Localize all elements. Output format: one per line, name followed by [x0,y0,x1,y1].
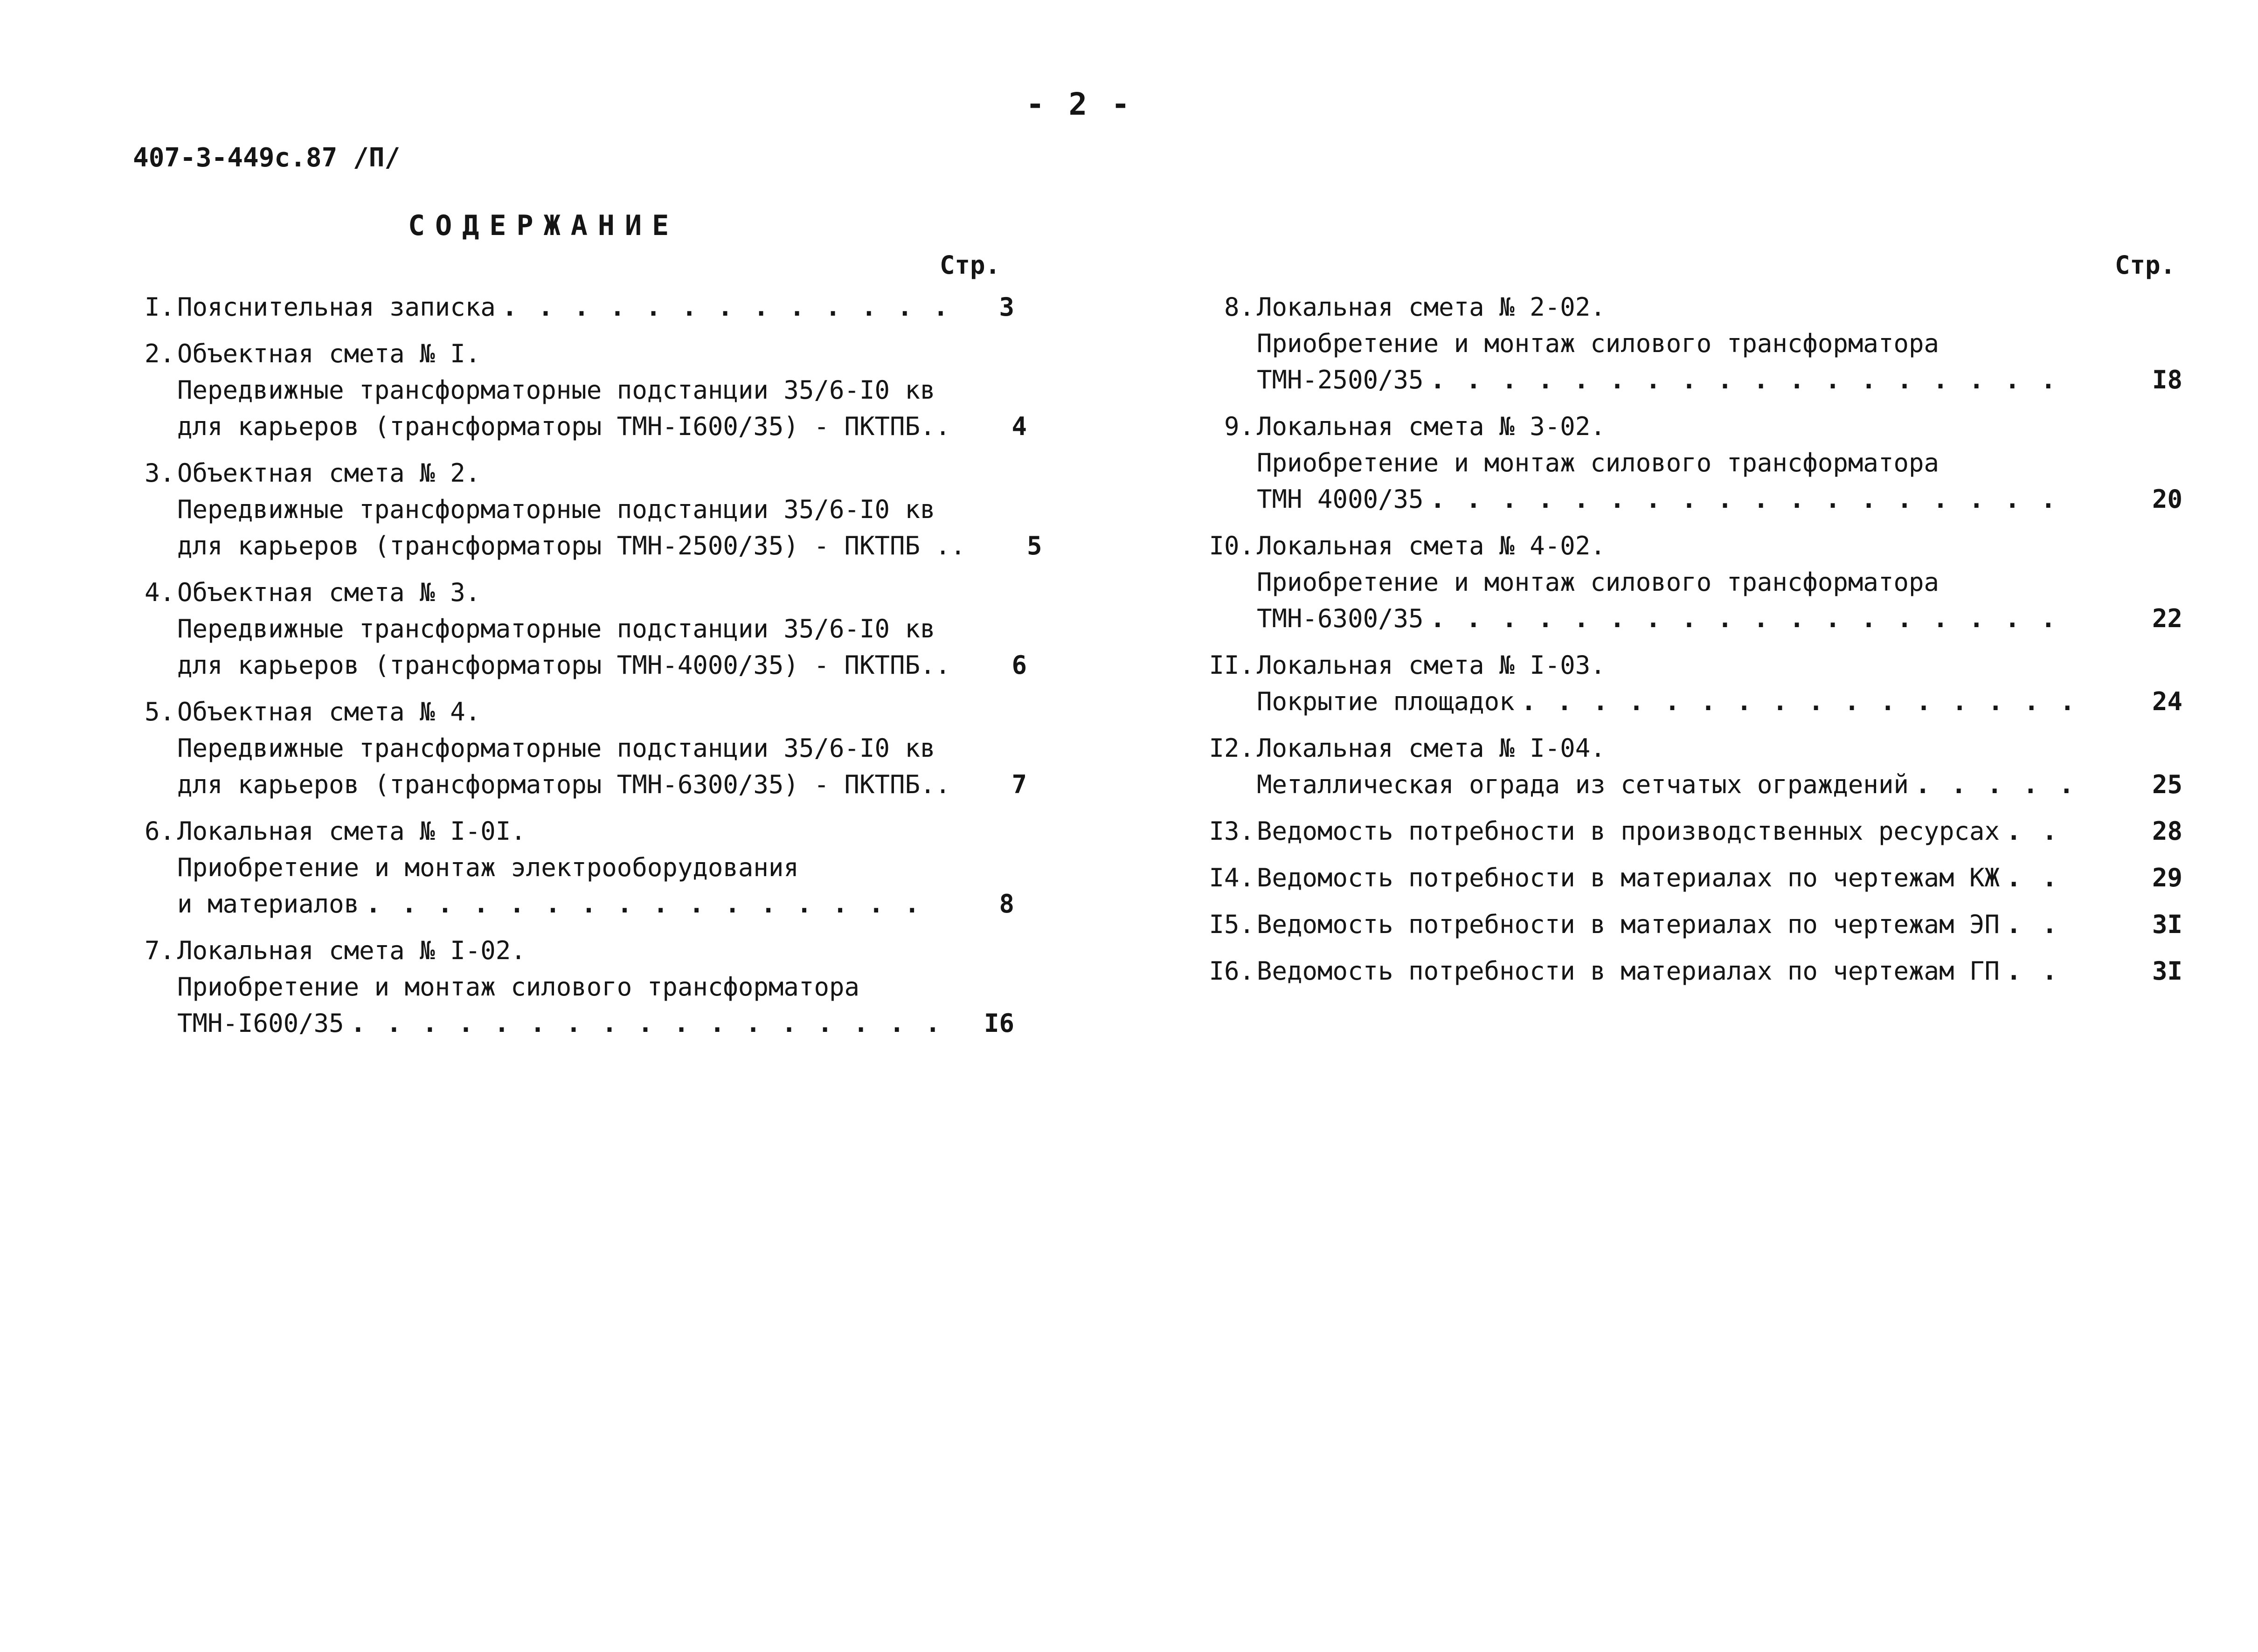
toc-entry-text: Ведомость потребности в материалах по чертежам ЭП [1257,910,2000,939]
toc-entry-body [177,336,1027,445]
toc-entry [119,289,1014,325]
dot-leader [1424,362,2075,398]
toc-entry-text: для карьеров (трансформаторы ТМН-4000/35) - ПКТПБ.. [177,650,951,680]
dot-leader [2000,813,2075,850]
document-code: 407-3-449с.87 /П/ [133,143,401,173]
toc-entry-body [1257,860,2182,896]
toc-entry-text: для карьеров (трансформаторы ТМН-I600/35) - ПКТПБ.. [177,412,951,441]
toc-entry-line: Приобретение и монтаж силового трансформатора [1257,567,1939,597]
toc-entry-final-line [177,528,1042,564]
toc-entry [1194,906,2182,943]
dot-leader [1424,481,2075,518]
toc-entry-line: Локальная смета № I-04. [1257,733,1606,763]
toc-entry-line: Объектная смета № 3. [177,578,481,607]
toc-entry [1194,408,2182,518]
toc-entry-line: Объектная смета № I. [177,339,481,368]
toc-entry-text: Ведомость потребности в материалах по чертежам КЖ [1257,863,2000,892]
toc-entry-body [1257,289,2182,398]
toc-entry-number: I5. [1209,910,1254,939]
toc-page-reference: 8 [999,889,1014,919]
toc-entry-number: 4. [144,578,175,607]
dot-leader [2000,906,2075,943]
toc-entry-line: Локальная смета № 2-02. [1257,292,1606,322]
toc-entry-body [1257,528,2182,637]
dot-leader [1515,684,2075,720]
toc-entry-text: Ведомость потребности в производственных ресурсах [1257,816,2000,846]
toc-entry-body [177,455,1042,564]
toc-entry-body [1257,953,2182,989]
toc-entry-text: ТМН-6300/35 [1257,604,1424,633]
toc-entry-number: 9. [1224,412,1254,441]
toc-page-reference: I8 [2152,365,2182,394]
toc-entry-line: Приобретение и монтаж силового трансформатора [1257,329,1939,358]
page-column-label-left: Стр. [940,250,1001,280]
toc-entry-number: 7. [144,936,175,965]
toc-entry-line: Передвижные трансформаторные подстанции 35/6-I0 кв [177,733,935,763]
toc-entry-line: Приобретение и монтаж электрооборудования [177,853,799,882]
toc-entry-number: 8. [1224,292,1254,322]
page-column-label-right: Стр. [2115,250,2176,280]
dot-leader [1909,767,2075,803]
dot-leader [2000,860,2075,896]
toc-entry-body [1257,730,2182,803]
toc-entry [119,813,1014,922]
toc-entry-text: ТМН-2500/35 [1257,365,1424,394]
toc-entry-number: II. [1209,650,1254,680]
toc-entry-final-line [177,886,1014,922]
dot-leader [2000,953,2075,989]
toc-entry-text: Ведомость потребности в материалах по чертежам ГП [1257,956,2000,986]
toc-right-column [1194,289,2182,1000]
toc-entry-final-line [1257,860,2182,896]
toc-entry-line: Локальная смета № I-02. [177,936,526,965]
toc-entry-body [1257,813,2182,850]
dot-leader [359,886,944,922]
toc-entry-final-line [1257,684,2182,720]
toc-page-reference: 25 [2152,770,2182,799]
toc-entry-body [177,574,1027,684]
toc-page-reference: 24 [2152,687,2182,716]
toc-page-reference: 20 [2152,484,2182,514]
toc-entry-line: Локальная смета № 3-02. [1257,412,1606,441]
toc-entry-line: Приобретение и монтаж силового трансформатора [1257,448,1939,477]
toc-entry-number: I3. [1209,816,1254,846]
toc-entry-number: 2. [144,339,175,368]
dot-leader [344,1005,944,1042]
toc-entry-body [1257,647,2182,720]
toc-entry-body [177,694,1027,803]
toc-entry [119,933,1014,1042]
toc-entry [1194,860,2182,896]
toc-page-reference: 3I [2152,956,2182,986]
toc-entry-final-line [1257,601,2182,637]
toc-page-reference: 22 [2152,604,2182,633]
toc-entry [1194,528,2182,637]
toc-entry-line: Приобретение и монтаж силового трансформатора [177,972,859,1002]
toc-entry-line: Локальная смета № I-0I. [177,816,526,846]
toc-entry-line: Передвижные трансформаторные подстанции 35/6-I0 кв [177,614,935,643]
toc-entry [1194,953,2182,989]
toc-entry-final-line [177,289,1014,325]
toc-page-reference: 5 [1027,531,1042,560]
toc-entry-body [1257,906,2182,943]
toc-page-reference: 29 [2152,863,2182,892]
toc-title: СОДЕРЖАНИЕ [408,209,679,242]
toc-entry-body [177,933,1014,1042]
toc-entry-line: Локальная смета № 4-02. [1257,531,1606,560]
toc-entry-number: I4. [1209,863,1254,892]
toc-entry-final-line [1257,362,2182,398]
toc-entry-final-line [1257,813,2182,850]
toc-entry-text: Металлическая ограда из сетчатых ограждений [1257,770,1909,799]
toc-entry [1194,813,2182,850]
toc-entry-body [177,813,1014,922]
toc-entry-body [1257,408,2182,518]
toc-page-reference: 7 [1011,770,1027,799]
toc-entry-line: Объектная смета № 2. [177,458,481,488]
toc-entry-text: ТМН-I600/35 [177,1009,344,1038]
toc-entry-final-line [177,647,1027,684]
toc-entry-text: для карьеров (трансформаторы ТМН-2500/35) - ПКТПБ .. [177,531,966,560]
toc-entry [1194,730,2182,803]
toc-entry-line: Объектная смета № 4. [177,697,481,726]
toc-entry-text: ТМН 4000/35 [1257,484,1424,514]
toc-entry-final-line [177,408,1027,445]
toc-entry [119,694,1027,803]
toc-entry-line: Передвижные трансформаторные подстанции 35/6-I0 кв [177,495,935,524]
toc-page-reference: 3 [999,292,1014,322]
toc-entry [1194,647,2182,720]
toc-entry-final-line [177,1005,1014,1042]
toc-entry-text: Пояснительная записка [177,292,496,322]
toc-entry [1194,289,2182,398]
dot-leader [496,289,944,325]
toc-entry-number: 6. [144,816,175,846]
toc-entry-text: Покрытие площадок [1257,687,1515,716]
toc-entry-text: и материалов [177,889,360,919]
toc-entry-number: 3. [144,458,175,488]
toc-entry-line: Локальная смета № I-03. [1257,650,1606,680]
toc-entry [119,336,1027,445]
toc-entry [119,574,1027,684]
toc-entry [119,455,1042,564]
toc-page-reference: I6 [984,1009,1014,1038]
toc-page-reference: 28 [2152,816,2182,846]
toc-entry-final-line [1257,906,2182,943]
toc-entry-number: I2. [1209,733,1254,763]
toc-entry-number: I6. [1209,956,1254,986]
toc-page-reference: 3I [2152,910,2182,939]
toc-entry-number: I. [144,292,175,322]
toc-entry-final-line [1257,953,2182,989]
toc-page-reference: 4 [1011,412,1027,441]
toc-entry-line: Передвижные трансформаторные подстанции 35/6-I0 кв [177,375,935,405]
toc-page-reference: 6 [1011,650,1027,680]
toc-entry-number: I0. [1209,531,1254,560]
toc-entry-final-line [1257,481,2182,518]
page-number: - 2 - [1026,86,1133,122]
toc-entry-body [177,289,1014,325]
dot-leader [1424,601,2075,637]
toc-entry-final-line [1257,767,2182,803]
toc-left-column [119,289,1042,1052]
toc-entry-final-line [177,767,1027,803]
toc-entry-text: для карьеров (трансформаторы ТМН-6300/35) - ПКТПБ.. [177,770,951,799]
toc-entry-number: 5. [144,697,175,726]
